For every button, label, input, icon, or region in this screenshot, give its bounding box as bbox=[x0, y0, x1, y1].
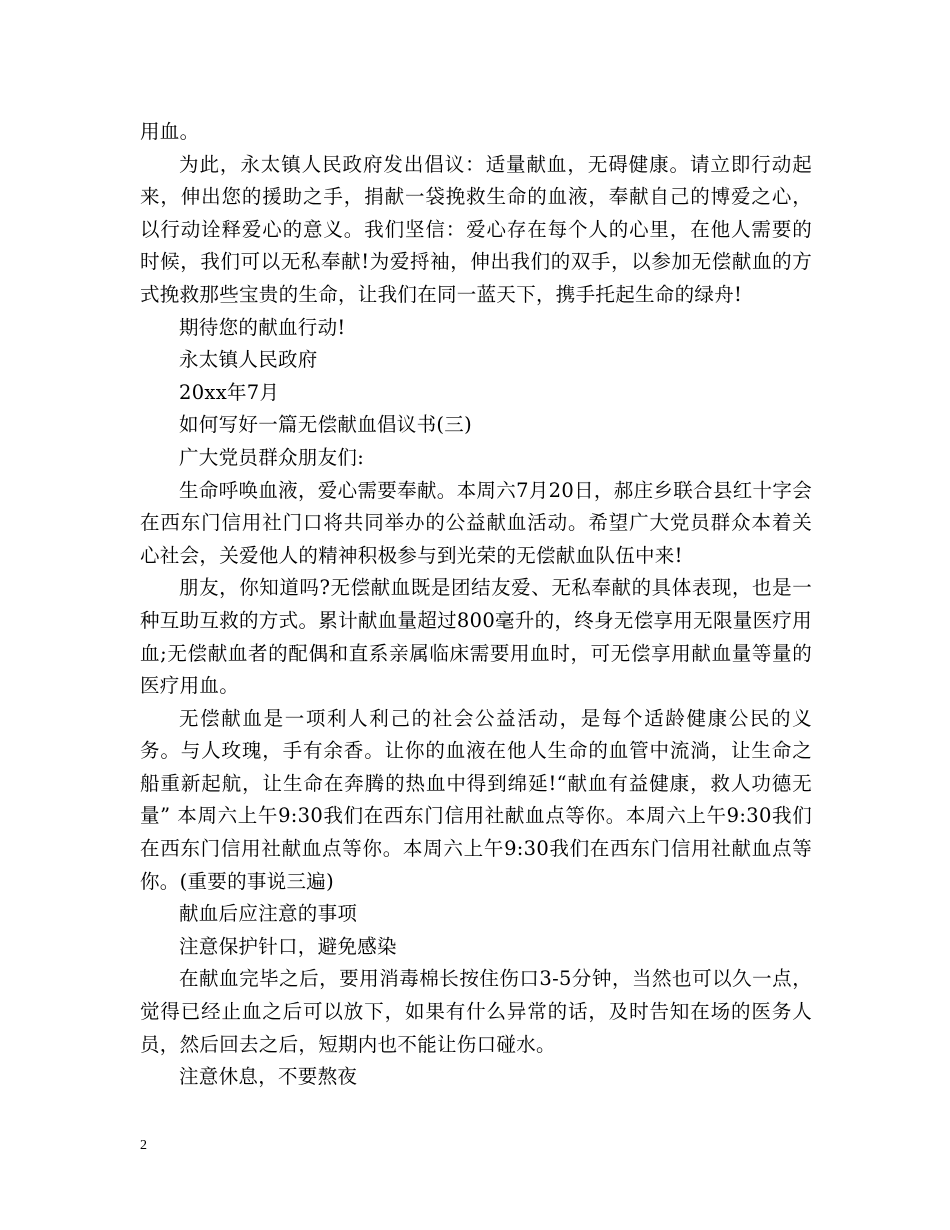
paragraph: 为此，永太镇人民政府发出倡议：适量献血，无碍健康。请立即行动起来，伸出您的援助之手，捐献一袋挽救生命的血液，奉献自己的博爱之心，以行动诠释爱心的意义。我们坚信：爱心存在每个人的心里，在他人需要的时候，我们可以无私奉献!为爱捋袖，伸出我们的双手，以参加无偿献血的方式挽救那些宝贵的生命，让我们在同一蓝天下，携手托起生命的绿舟! bbox=[140, 152, 812, 306]
paragraph: 期待您的献血行动! bbox=[179, 315, 346, 339]
paragraph: 在献血完毕之后，要用消毒棉长按住伤口3-5分钟，当然也可以久一点，觉得已经止血之后可以放下，如果有什么异常的话，及时告知在场的医务人员，然后回去之后，短期内也不能让伤口碰水。 bbox=[140, 967, 812, 1056]
paragraph: 无偿献血是一项利人利己的社会公益活动，是每个适龄健康公民的义务。与人玫瑰，手有余香。让你的血液在他人生命的血管中流淌，让生命之船重新起航，让生命在奔腾的热血中得到绵延!“献血有益健康，救人功德无量” 本周六上午9:30我们在西东门信用社献血点等你。本周六上午9:30我们在西东门信用社献血点等你。本周六上午9:30我们在西东门信用社献血点等你。(重要的事说三遍) bbox=[140, 706, 812, 893]
salutation: 广大党员群众朋友们: bbox=[179, 445, 365, 469]
document-body bbox=[140, 116, 812, 1094]
section-title: 如何写好一篇无偿献血倡议书(三) bbox=[179, 413, 473, 437]
signature-line: 永太镇人民政府 bbox=[179, 348, 318, 372]
date-line: 20xx年7月 bbox=[179, 380, 280, 404]
paragraph: 用血。 bbox=[140, 120, 200, 143]
paragraph: 朋友，你知道吗?无偿献血既是团结友爱、无私奉献的具体表现，也是一种互助互救的方式。累计献血量超过800毫升的，终身无偿享用无限量医疗用血;无偿献血者的配偶和直系亲属临床需要用血时，可无偿享用献血量等量的医疗用血。 bbox=[140, 576, 812, 698]
subheading: 献血后应注意的事项 bbox=[179, 902, 358, 926]
subheading: 注意保护针口，避免感染 bbox=[179, 934, 397, 958]
paragraph: 生命呼唤血液，爱心需要奉献。本周六7月20日，郝庄乡联合县红十字会在西东门信用社门口将共同举办的公益献血活动。希望广大党员群众本着关心社会，关爱他人的精神积极参与到光荣的无偿献血队伍中来! bbox=[140, 478, 812, 567]
subheading: 注意休息，不要熬夜 bbox=[179, 1065, 358, 1089]
page-number: 2 bbox=[140, 1138, 147, 1153]
